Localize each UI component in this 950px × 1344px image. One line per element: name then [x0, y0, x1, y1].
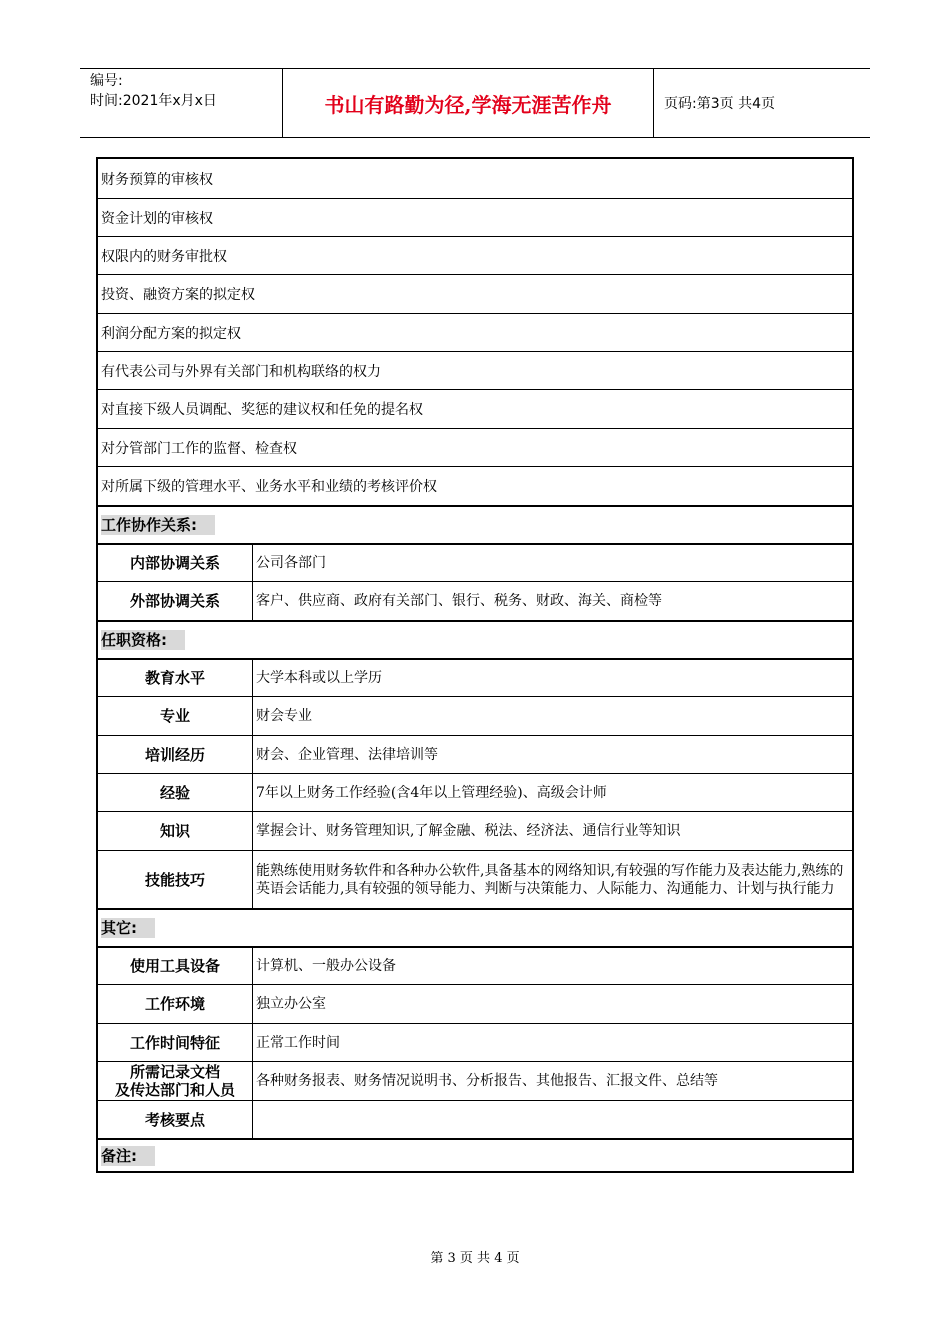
page-header: [80, 68, 870, 138]
table-row: [98, 811, 852, 850]
table-row: [98, 543, 852, 581]
table-row: [98, 581, 852, 620]
row-value: 7年以上财务工作经验(含4年以上管理经验)、高级会计师: [256, 784, 607, 801]
row-label: [98, 1062, 253, 1100]
table-row: [98, 735, 852, 773]
row-value: 公司各部门: [256, 555, 326, 571]
row-label: 外部协调关系: [98, 582, 253, 620]
right-row: [98, 159, 852, 198]
right-text: 资金计划的审核权: [101, 210, 213, 227]
row-label: 技能技巧: [98, 851, 253, 908]
table-row: [98, 658, 852, 696]
row-label: 培训经历: [98, 736, 253, 773]
right-row: [98, 351, 852, 389]
right-row: [98, 428, 852, 466]
row-label-line: 所需记录文档: [129, 1063, 220, 1081]
right-row: [98, 198, 852, 236]
table-row: [98, 1023, 852, 1061]
right-text: 利润分配方案的拟定权: [101, 325, 241, 342]
section-title: 备注:: [101, 1146, 155, 1166]
document-date: 时间:2021年x月x日: [90, 93, 217, 109]
right-row: [98, 466, 852, 505]
header-page-info: 页码:第3页 共4页: [664, 96, 775, 112]
table-row: [98, 850, 852, 908]
section-title: 工作协作关系:: [101, 515, 215, 535]
right-text: 投资、融资方案的拟定权: [101, 287, 255, 303]
row-value: 财会专业: [256, 708, 312, 724]
right-text: 权限内的财务审批权: [101, 248, 227, 265]
row-label: 工作时间特征: [98, 1024, 253, 1061]
row-value: 大学本科或以上学历: [256, 670, 382, 686]
row-label: 经验: [98, 774, 253, 811]
right-text: 对分管部门工作的监督、检查权: [101, 440, 297, 457]
row-value: 正常工作时间: [256, 1034, 340, 1051]
table-row: [98, 773, 852, 811]
right-text: 对所属下级的管理水平、业务水平和业绩的考核评价权: [101, 479, 437, 495]
section-title: 其它:: [101, 918, 155, 938]
header-motto: 书山有路勤为径,学海无涯苦作舟: [282, 69, 654, 137]
section-qualification: [98, 620, 852, 658]
right-row: [98, 313, 852, 351]
table-row: [98, 696, 852, 735]
row-label: 知识: [98, 812, 253, 850]
section-remarks: [98, 1138, 852, 1171]
row-value: 能熟练使用财务软件和各种办公软件,具备基本的网络知识,有较强的写作能力及表达能力,熟练的英语会话能力,具有较强的领导能力、判断与决策能力、人际能力、沟通能力、计划与执行能力: [256, 862, 844, 897]
document-number-label: 编号:: [90, 73, 123, 89]
row-label: 内部协调关系: [98, 545, 253, 581]
section-other: [98, 908, 852, 946]
row-label: 工作环境: [98, 985, 253, 1023]
row-value: 掌握会计、财务管理知识,了解金融、税法、经济法、通信行业等知识: [256, 823, 681, 839]
row-value: 独立办公室: [256, 996, 326, 1012]
right-text: 财务预算的审核权: [101, 171, 213, 188]
row-value: 各种财务报表、财务情况说明书、分析报告、其他报告、汇报文件、总结等: [256, 1073, 718, 1089]
row-value: 计算机、一般办公设备: [256, 958, 396, 974]
row-value: [256, 1101, 848, 1138]
right-text: 对直接下级人员调配、奖惩的建议权和任免的提名权: [101, 402, 423, 418]
right-row: [98, 274, 852, 313]
row-value: 客户、供应商、政府有关部门、银行、税务、财政、海关、商检等: [256, 593, 662, 609]
page-footer: 第 3 页 共 4 页: [430, 1251, 520, 1266]
header-meta: [90, 71, 217, 111]
row-label: 教育水平: [98, 660, 253, 696]
row-label: 专业: [98, 697, 253, 735]
job-description-table: [96, 157, 854, 1173]
table-row: [98, 1061, 852, 1100]
table-row: [98, 984, 852, 1023]
right-text: 有代表公司与外界有关部门和机构联络的权力: [101, 363, 381, 380]
right-row: [98, 389, 852, 428]
table-row: [98, 946, 852, 984]
section-cooperation: [98, 505, 852, 543]
table-row: [98, 1100, 852, 1138]
row-label: 考核要点: [98, 1101, 253, 1138]
section-title: 任职资格:: [101, 630, 185, 650]
right-row: [98, 236, 852, 274]
row-label: 使用工具设备: [98, 948, 253, 984]
row-label-line: 及传达部门和人员: [114, 1081, 235, 1099]
row-value: 财会、企业管理、法律培训等: [256, 746, 438, 763]
